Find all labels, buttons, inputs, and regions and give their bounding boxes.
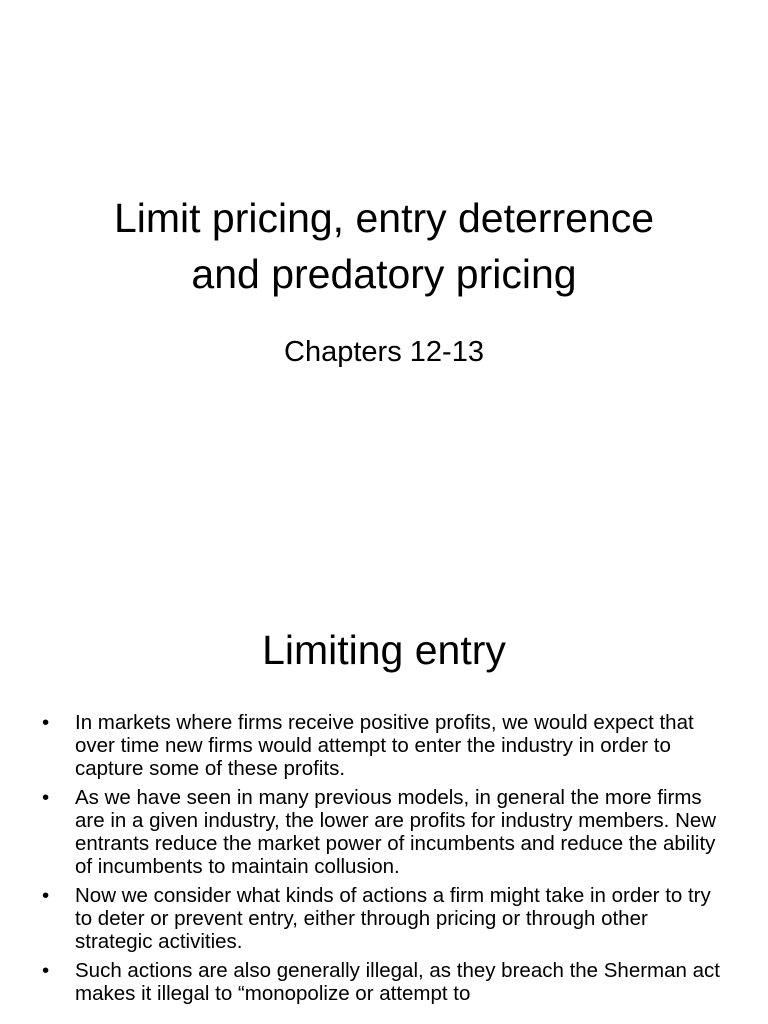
title-line-1: Limit pricing, entry deterrence [113,195,655,241]
title-line-2: and predatory pricing [191,251,577,297]
bullet-icon: • [42,786,50,809]
bullet-icon: • [42,884,50,907]
bullet-icon: • [42,711,50,734]
bullet-item [40,786,730,878]
bullet-item [40,959,730,1005]
slide-title [0,190,768,302]
content-slide [0,512,768,1024]
bullet-text: Now we consider what kinds of actions a firm might take in order to try to deter or prevent entry, either through pricing or through other strategic activities. [75,884,711,953]
bullet-text: In markets where firms receive positive profits, we would expect that over time new firms would attempt to enter the industry in order to capture some of these profits. [75,711,694,780]
bullet-icon: • [42,959,50,982]
slide-subtitle: Chapters 12-13 [284,336,484,368]
slide-heading: Limiting entry [262,627,506,673]
bullet-text: As we have seen in many previous models, in general the more firms are in a given industry, the lower are profits for industry members. New entrants reduce the market power of incumbents and reduce the ability of incumbents to maintain collusion. [75,786,717,878]
bullet-text: Such actions are also generally illegal, as they breach the Sherman act makes it illegal to “monopolize or attempt to [75,959,720,1005]
bullet-item [40,884,730,953]
bullet-item [40,711,730,780]
bullet-list [40,711,730,1011]
